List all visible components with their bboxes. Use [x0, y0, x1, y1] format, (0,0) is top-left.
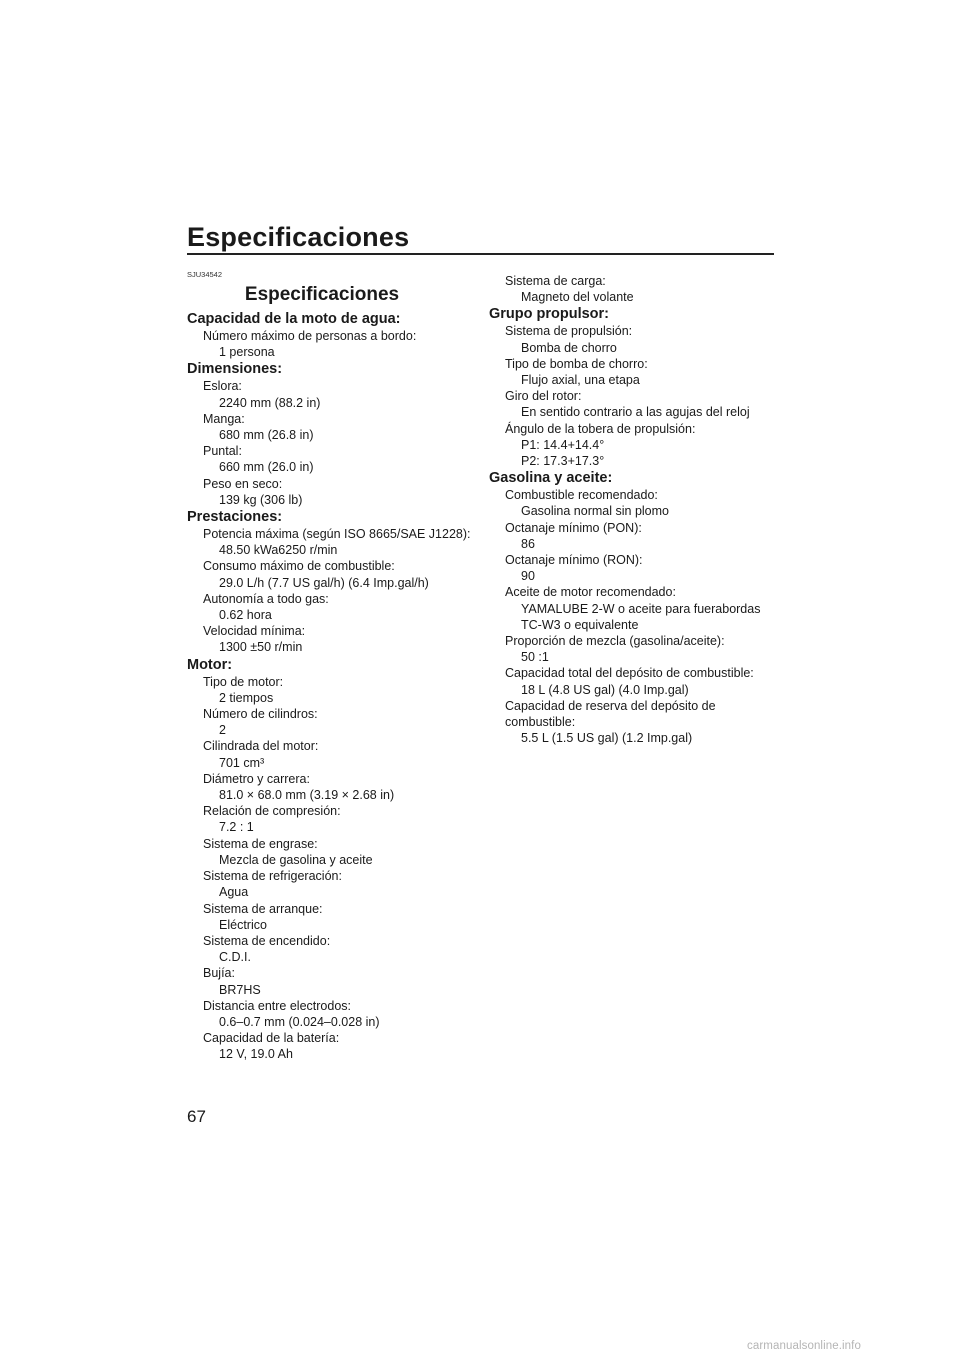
spec-label: Consumo máximo de combustible:	[203, 559, 395, 574]
spec-label: Octanaje mínimo (PON):	[505, 520, 642, 535]
title-divider	[187, 253, 774, 255]
spec-label: Octanaje mínimo (RON):	[505, 553, 643, 568]
spec-value: TC-W3 o equivalente	[521, 617, 639, 632]
spec-value: 29.0 L/h (7.7 US gal/h) (6.4 Imp.gal/h)	[219, 575, 429, 590]
spec-label: Aceite de motor recomendado:	[505, 585, 676, 600]
spec-value: Bomba de chorro	[521, 340, 617, 355]
spec-value: 680 mm (26.8 in)	[219, 428, 314, 443]
spec-label: Relación de compresión:	[203, 804, 341, 819]
spec-value: P2: 17.3+17.3°	[521, 454, 605, 469]
spec-value: 2 tiempos	[219, 690, 274, 705]
spec-group-title: Grupo propulsor:	[489, 306, 610, 323]
spec-label: Sistema de carga:	[505, 274, 606, 288]
spec-value: Flujo axial, una etapa	[521, 373, 640, 388]
spec-label: Autonomía a todo gas:	[203, 591, 329, 606]
spec-group-title: Capacidad de la moto de agua:	[187, 311, 401, 327]
spec-label: Combustible recomendado:	[505, 488, 658, 503]
spec-label: Capacidad total del depósito de combustible:	[505, 666, 754, 681]
spec-label: Velocidad mínima:	[203, 624, 306, 639]
spec-label: Sistema de arranque:	[203, 901, 323, 916]
spec-value: 81.0 × 68.0 mm (3.19 × 2.68 in)	[219, 788, 395, 803]
spec-value: BR7HS	[219, 982, 261, 997]
spec-label: Número máximo de personas a bordo:	[203, 329, 417, 343]
spec-value: Mezcla de gasolina y aceite	[219, 852, 373, 867]
right-column	[489, 273, 779, 746]
right-spec-groups	[489, 273, 779, 746]
spec-value: Gasolina normal sin plomo	[521, 504, 669, 519]
spec-label: Sistema de refrigeración:	[203, 869, 342, 884]
spec-label: Diámetro y carrera:	[203, 771, 310, 786]
spec-value: 90	[521, 569, 535, 584]
spec-label: Sistema de engrase:	[203, 836, 318, 851]
spec-value: 2240 mm (88.2 in)	[219, 395, 321, 410]
spec-label: Puntal:	[203, 444, 242, 459]
spec-value: Magneto del volante	[521, 290, 634, 305]
spec-label: Giro del rotor:	[505, 389, 582, 404]
spec-value: 2	[219, 723, 226, 738]
spec-value: YAMALUBE 2-W o aceite para fuerabordas	[521, 601, 761, 616]
spec-value: 0.6–0.7 mm (0.024–0.028 in)	[219, 1014, 380, 1029]
page-title: Especificaciones	[187, 222, 410, 252]
spec-value: 1300 ±50 r/min	[219, 640, 303, 655]
spec-label: Eslora:	[203, 379, 242, 394]
left-spec-groups	[187, 310, 477, 1063]
spec-value: Eléctrico	[219, 917, 267, 932]
spec-value: 50 :1	[521, 650, 549, 665]
spec-label: Capacidad de reserva del depósito de combustible:	[505, 698, 716, 730]
spec-value: 1 persona	[219, 345, 275, 360]
spec-value: 7.2 : 1	[219, 820, 254, 835]
spec-group-title: Dimensiones:	[187, 361, 283, 378]
spec-label: Sistema de encendido:	[203, 933, 331, 948]
spec-label: Cilindrada del motor:	[203, 739, 319, 754]
spec-value: En sentido contrario a las agujas del reloj	[521, 405, 750, 420]
spec-label: Número de cilindros:	[203, 707, 318, 722]
spec-label: Sistema de propulsión:	[505, 324, 633, 339]
section-title: Especificaciones	[244, 284, 400, 305]
spec-value: 18 L (4.8 US gal) (4.0 Imp.gal)	[521, 682, 689, 697]
spec-value: 48.50 kWa6250 r/min	[219, 543, 338, 558]
spec-label: Distancia entre electrodos:	[203, 998, 351, 1013]
spec-value: 0.62 hora	[219, 608, 272, 623]
watermark-text: carmanualsonline.info	[747, 1340, 861, 1352]
spec-value: 139 kg (306 lb)	[219, 492, 303, 507]
page-number: 67	[187, 1107, 206, 1126]
spec-value: 701 cm³	[219, 755, 265, 770]
spec-label: Bujía:	[203, 966, 235, 981]
spec-label: Potencia máxima (según ISO 8665/SAE J1228):	[203, 527, 471, 542]
left-column	[187, 270, 477, 1063]
spec-value: C.D.I.	[219, 950, 251, 965]
document-code: SJU34542	[187, 270, 223, 279]
spec-label: Tipo de bomba de chorro:	[505, 356, 648, 371]
spec-group-title: Motor:	[187, 656, 233, 673]
spec-label: Peso en seco:	[203, 476, 283, 491]
spec-label: Proporción de mezcla (gasolina/aceite):	[505, 634, 725, 649]
spec-label: Capacidad de la batería:	[203, 1031, 340, 1046]
spec-label: Manga:	[203, 411, 245, 426]
spec-group-title: Prestaciones:	[187, 509, 283, 526]
spec-label: Tipo de motor:	[203, 674, 284, 689]
spec-value: Agua	[219, 885, 249, 900]
spec-value: 660 mm (26.0 in)	[219, 460, 314, 475]
spec-value: 5.5 L (1.5 US gal) (1.2 Imp.gal)	[521, 731, 693, 746]
spec-label: Ángulo de la tobera de propulsión:	[505, 421, 696, 436]
spec-value: 12 V, 19.0 Ah	[219, 1047, 293, 1062]
spec-group-title: Gasolina y aceite:	[489, 470, 613, 487]
spec-value: 86	[521, 536, 535, 551]
spec-value: P1: 14.4+14.4°	[521, 437, 605, 452]
